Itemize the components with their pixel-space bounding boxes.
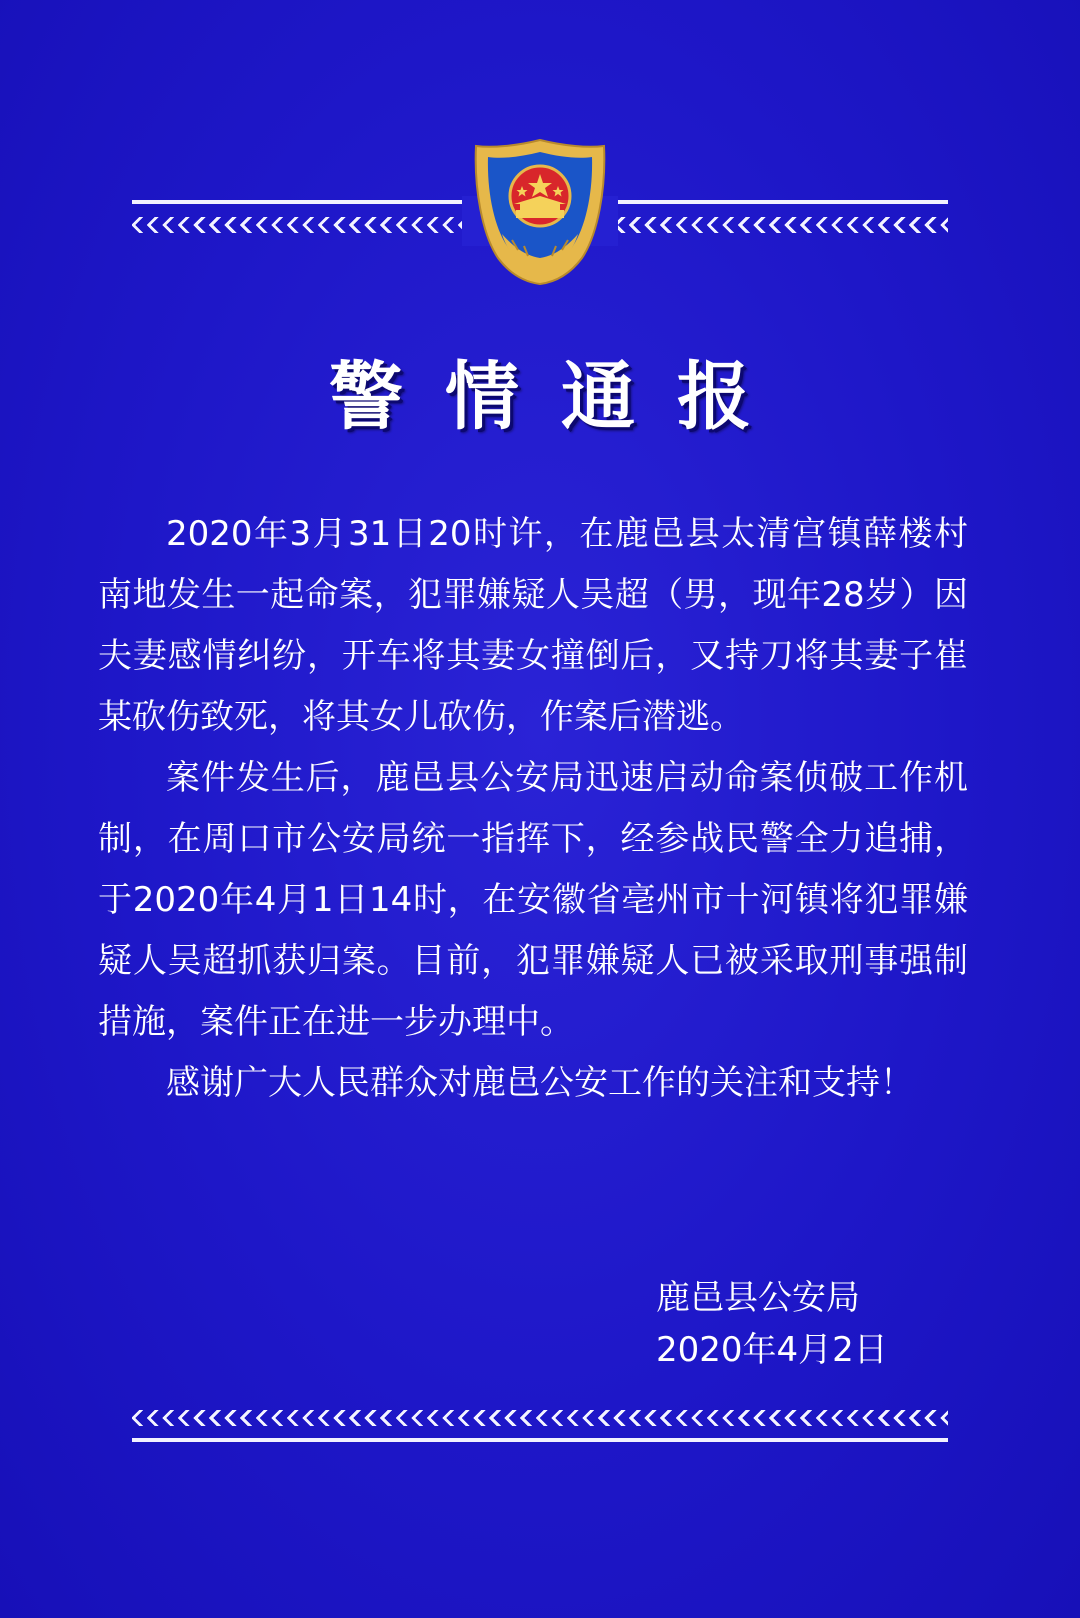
notice-body xyxy=(98,504,968,1114)
bottom-band-chevrons-lower xyxy=(132,1418,948,1426)
signature-organization: 鹿邑县公安局 xyxy=(656,1278,860,1318)
paragraph-incident: 2020年3月31日20时许，在鹿邑县太清宫镇薛楼村南地发生一起命案，犯罪嫌疑人吴超（男，现年28岁）因夫妻感情纠纷，开车将其妻女撞倒后，又持刀将其妻子崔某砍伤致死，将其女儿砍伤，作案后潜逃。 xyxy=(98,514,968,737)
signature-date: 2020年4月2日 xyxy=(656,1330,888,1370)
bottom-band-line xyxy=(132,1438,948,1442)
page-title: 警情通报 xyxy=(329,354,793,440)
police-emblem-icon xyxy=(472,138,608,286)
bottom-decorative-band xyxy=(132,1410,948,1454)
signature-block xyxy=(656,1272,888,1376)
paragraph-arrest: 案件发生后，鹿邑县公安局迅速启动命案侦破工作机制，在周口市公安局统一指挥下，经参战民警全力追捕，于2020年4月1日14时，在安徽省亳州市十河镇将犯罪嫌疑人吴超抓获归案。目前，犯罪嫌疑人已被采取刑事强制措施，案件正在进一步办理中。 xyxy=(98,758,968,1042)
paragraph-thanks: 感谢广大人民群众对鹿邑公安工作的关注和支持！ xyxy=(166,1063,914,1103)
bottom-band-chevrons-upper xyxy=(132,1410,948,1418)
